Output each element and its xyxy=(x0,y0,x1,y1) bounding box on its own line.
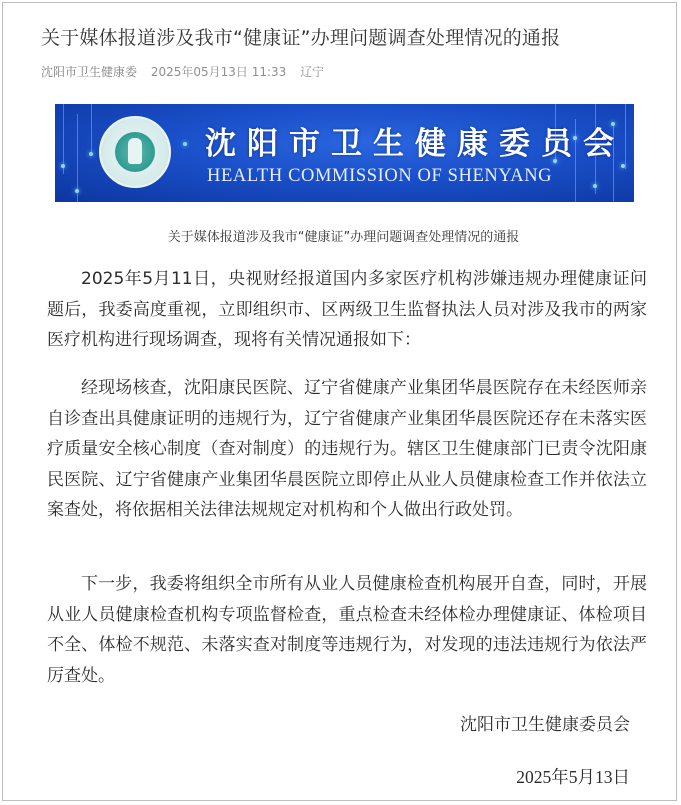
paragraph-text: 2025年5月11日，央视财经报道国内多家医疗机构涉嫌违规办理健康证问题后，我委高度重视，立即组织市、区两级卫生监督执法人员对涉及我市的两家医疗机构进行现场调查，现将有关情况通报如下： xyxy=(47,269,647,350)
article-page xyxy=(2,2,677,801)
signature: 沈阳市卫生健康委员会 xyxy=(460,715,630,735)
body-paragraph-3 xyxy=(47,569,647,691)
article-source[interactable]: 沈阳市卫生健康委 xyxy=(41,65,138,79)
article-location: 辽宁 xyxy=(300,65,325,79)
health-commission-seal-icon xyxy=(99,116,171,188)
body-paragraph-2 xyxy=(47,373,647,526)
signature-date: 2025年5月13日 xyxy=(516,767,630,787)
paragraph-text: 经现场核查，沈阳康民医院、辽宁省健康产业集团华晨医院存在未经医师亲自诊查出具健康证明的违规行为，辽宁省健康产业集团华晨医院还存在未落实医疗质量安全核心制度（查对制度）的违规行为。辖区卫生健康部门已责令沈阳康民医院、辽宁省健康产业集团华晨医院立即停止从业人员健康检查工作并依法立案查处，将依据相关法律法规规定对机构和个人做出行政处罚。 xyxy=(47,378,647,520)
body-paragraph-1 xyxy=(47,264,647,356)
article-title: 关于媒体报道涉及我市“健康证”办理问题调查处理情况的通报 xyxy=(41,27,561,49)
header-banner-image xyxy=(55,104,634,202)
image-caption: 关于媒体报道涉及我市“健康证”办理问题调查处理情况的通报 xyxy=(167,230,520,245)
banner-title-en: HEALTH COMMISSION OF SHENYANG xyxy=(207,166,553,186)
paragraph-text: 下一步，我委将组织全市所有从业人员健康检查机构展开自查，同时，开展从业人员健康检查机构专项监督检查，重点检查未经体检办理健康证、体检项目不全、体检不规范、未落实查对制度等违规行为，对发现的违法违规行为依法严厉查处。 xyxy=(47,574,647,686)
article-datetime: 2025年05月13日 11:33 xyxy=(150,65,287,79)
banner-title-cn: 沈阳市卫生健康委员会 xyxy=(205,126,625,162)
article-meta xyxy=(41,63,334,80)
